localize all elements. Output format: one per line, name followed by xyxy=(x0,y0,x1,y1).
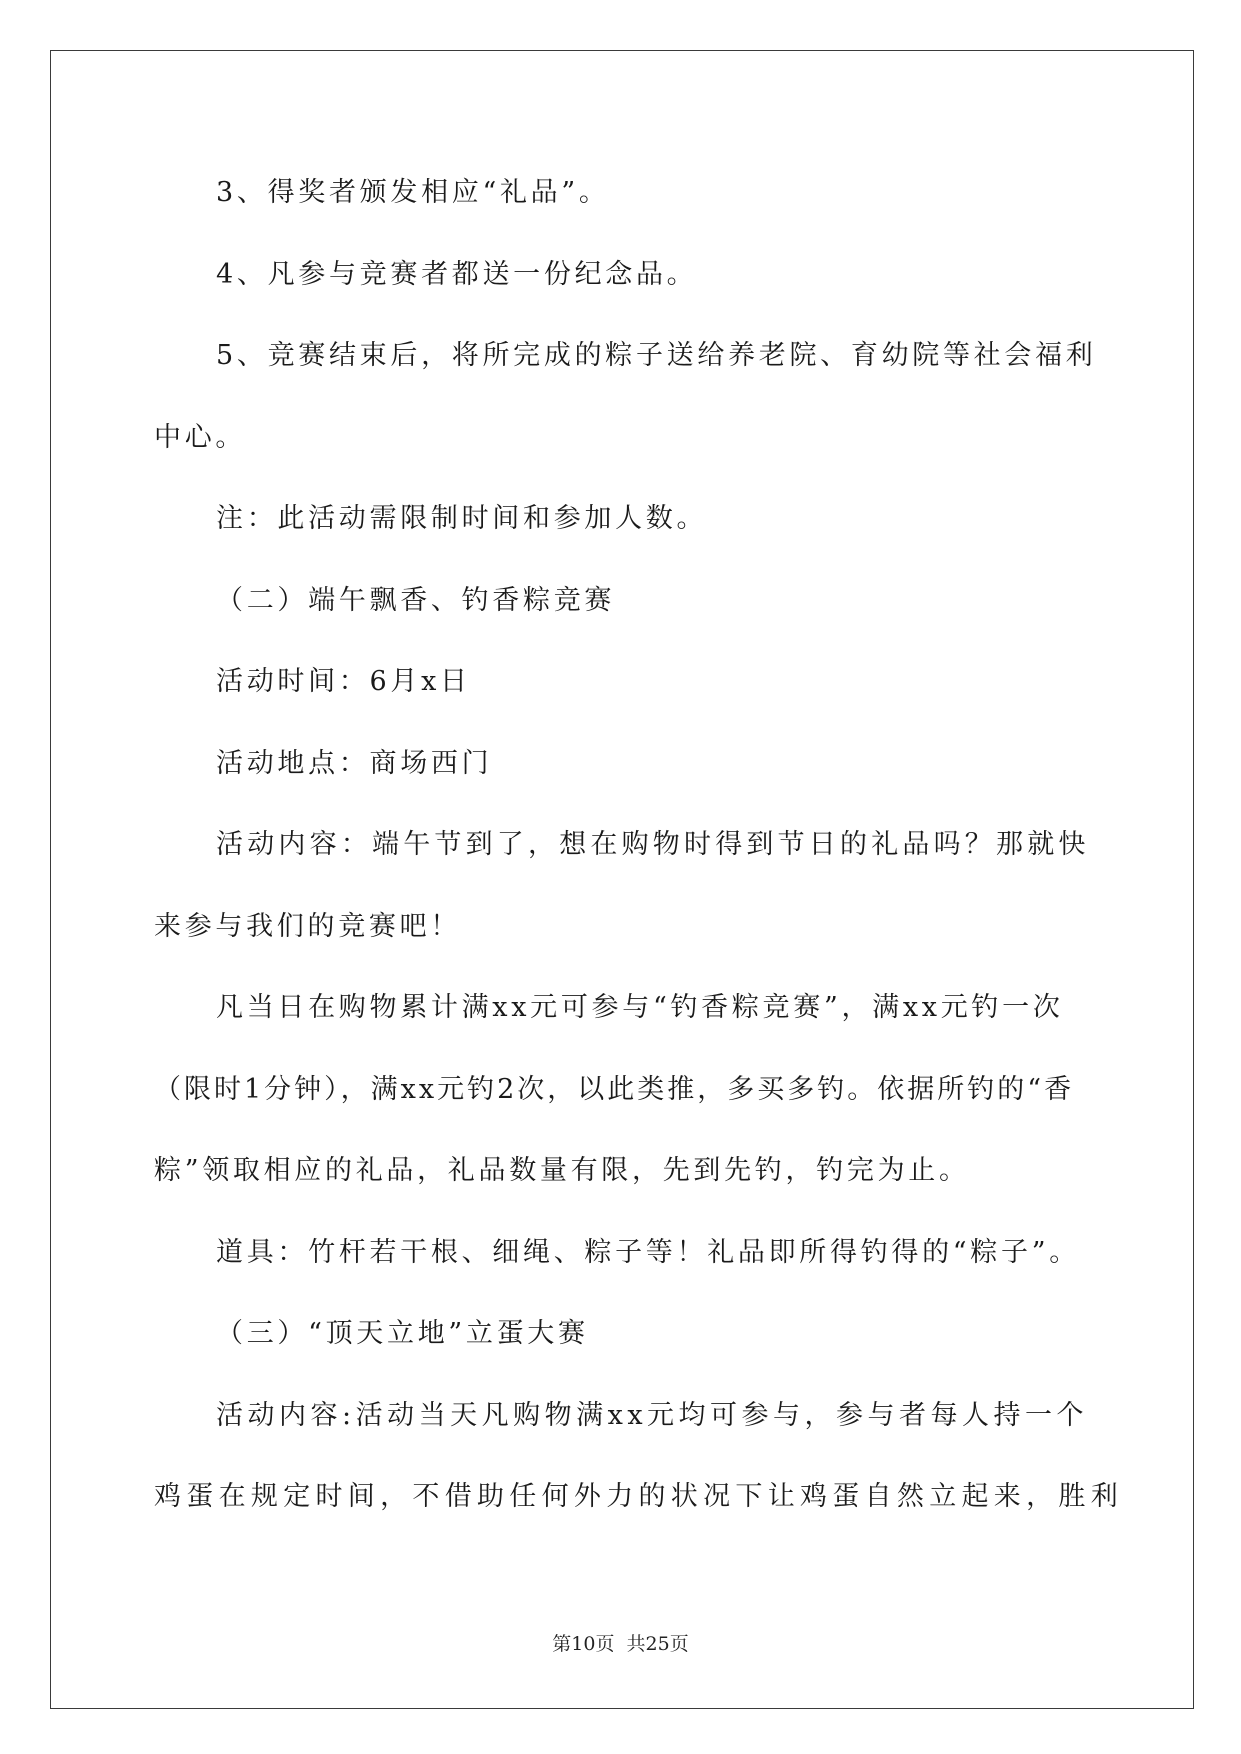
paragraph-line: 3、得奖者颁发相应“礼品”。 xyxy=(216,177,610,208)
paragraph-line: 活动内容:活动当天凡购物满xx元均可参与，参与者每人持一个 xyxy=(216,1400,1089,1431)
paragraph-line: 来参与我们的竞赛吧！ xyxy=(154,911,461,942)
paragraph-line: 4、凡参与竞赛者都送一份纪念品。 xyxy=(216,259,698,290)
paragraph-line: 中心。 xyxy=(154,422,247,453)
paragraph-line: 注：此活动需限制时间和参加人数。 xyxy=(216,503,708,534)
page-border xyxy=(50,50,1194,1709)
section-heading: （三）“顶天立地”立蛋大赛 xyxy=(216,1318,589,1349)
page-number-footer: 第10页 共25页 xyxy=(552,1633,689,1655)
paragraph-line: 活动时间：6月x日 xyxy=(216,666,471,697)
paragraph-line: （限时1分钟），满xx元钓2次，以此类推，多买多钓。依据所钓的“香 xyxy=(154,1074,1075,1105)
paragraph-line: 活动内容：端午节到了，想在购物时得到节日的礼品吗？那就快 xyxy=(216,829,1090,860)
paragraph-line: 5、竞赛结束后，将所完成的粽子送给养老院、育幼院等社会福利 xyxy=(216,340,1097,371)
paragraph-line: 鸡蛋在规定时间，不借助任何外力的状况下让鸡蛋自然立起来，胜利 xyxy=(154,1481,1123,1512)
paragraph-line: 道具：竹杆若干根、细绳、粽子等！礼品即所得钓得的“粽子”。 xyxy=(216,1237,1080,1268)
paragraph-line: 凡当日在购物累计满xx元可参与“钓香粽竞赛”，满xx元钓一次 xyxy=(216,992,1064,1023)
paragraph-line: 粽”领取相应的礼品，礼品数量有限，先到先钓，钓完为止。 xyxy=(154,1155,970,1186)
section-heading: （二）端午飘香、钓香粽竞赛 xyxy=(216,585,616,616)
paragraph-line: 活动地点：商场西门 xyxy=(216,748,493,779)
